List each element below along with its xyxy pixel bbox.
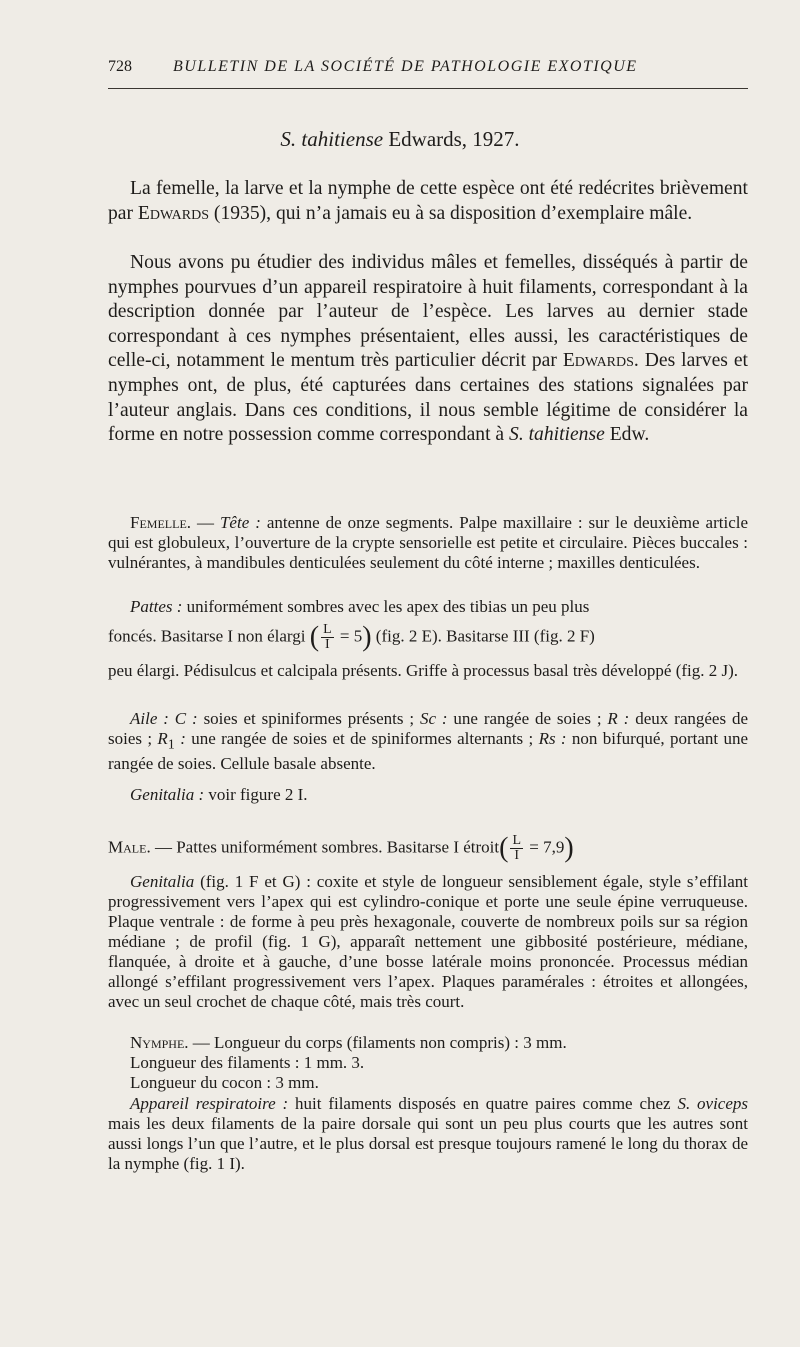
- female-genitalia-text: voir figure 2 I.: [204, 785, 308, 804]
- r1-label: R: [157, 729, 168, 748]
- intro-p2-text-b: . Des larves et nymphes ont, de plus, été capturées dans certaines des stations signalées par l’auteur anglais. Dans ces conditions, il nous semble légitime de considérer la forme en notre possession comme correspondant à: [108, 350, 748, 446]
- running-head: [108, 58, 748, 84]
- intro-p1-text-b: (1935), qui n’a jamais eu à sa disposition d’exemplaire mâle.: [209, 202, 693, 224]
- nymph-line1-text: — Longueur du corps (filaments non compris) : 3 mm.: [188, 1033, 567, 1052]
- nymph-line-2: Longueur des filaments : 1 mm. 3.: [130, 1053, 365, 1072]
- aile-label: Aile : C :: [130, 709, 198, 728]
- male-open-paren: (: [499, 832, 509, 864]
- species-heading: [0, 127, 800, 152]
- male-ratio-value: = 7,9: [529, 837, 565, 857]
- female-dash: —: [191, 513, 220, 532]
- aile-text-b: une rangée de soies ;: [447, 709, 608, 728]
- rs-label: Rs :: [538, 729, 567, 748]
- nymph-line-1: [108, 1033, 748, 1053]
- species-author-year: Edwards, 1927.: [388, 127, 520, 151]
- header-rule: [108, 88, 748, 89]
- species-name: S. tahitiense: [280, 127, 384, 151]
- r1-subscript: 1: [167, 736, 175, 753]
- male-fraction-numerator: L: [512, 833, 522, 848]
- aile-text-e: non bifurqué, portant une rangée de soies. Cellule basale absente.: [108, 729, 748, 774]
- female-tete-label: Tête :: [219, 513, 261, 532]
- female-pattes-rest: peu élargi. Pédisulcus et calcipala présents. Griffe à processus basal très développé (fig. 2 J).: [108, 661, 739, 680]
- running-title: BULLETIN DE LA SOCIÉTÉ DE PATHOLOGIE EXOTIQUE: [173, 58, 638, 75]
- male-fraction-denominator: I: [514, 848, 520, 863]
- nymph-label: Nymphe.: [130, 1033, 189, 1052]
- male-line-1: [108, 834, 748, 863]
- open-paren: (: [309, 621, 320, 653]
- intro-p2-text-a: Nous avons pu étudier des individus mâles et femelles, disséqués à partir de nymphes pourvues d’un appareil respiratoire à huit filaments, correspondant à la description donnée par l’auteur de l’espèce. Les larves au dernier stade correspondant à ces nymphes présentaient, elles aussi, les caractéristiques de celle-ci, notamment le mentum très particulier décrit par: [108, 252, 748, 372]
- appareil-species: S. oviceps: [677, 1094, 749, 1113]
- female-pattes-line2-text-a: foncés. Basitarse I non élargi: [108, 626, 306, 646]
- female-pattes-line1-text: uniformément sombres avec les apex des tibias un peu plus: [182, 597, 590, 616]
- nymph-appareil-paragraph: [108, 1094, 748, 1174]
- appareil-label: Appareil respiratoire :: [130, 1094, 289, 1113]
- nymph-line-3: Longueur du cocon : 3 mm.: [130, 1073, 319, 1092]
- intro-p1-text-a: La femelle, la larve et la nymphe de cette espèce ont été redécrites brièvement par: [108, 178, 748, 224]
- appareil-text-b: mais les deux filaments de la paire dorsale qui sont un peu plus courts que les autres sont aussi longs l’un que l’autre, et le plus dorsal est presque toujours ramené le long du thorax de la nymphe (fig. 1 I).: [108, 1114, 748, 1173]
- r1-colon: :: [174, 729, 186, 748]
- fraction-denominator: I: [325, 637, 330, 652]
- intro-paragraph-1: [108, 177, 748, 226]
- aile-text-d: une rangée de soies et de spiniformes alternants ;: [185, 729, 539, 748]
- female-tete-paragraph: [108, 513, 748, 573]
- female-pattes-line-1: [108, 597, 748, 617]
- r-label: R :: [607, 709, 630, 728]
- intro-paragraph-2: [108, 251, 748, 448]
- fraction-numerator: L: [323, 622, 332, 637]
- intro-p2-text-c: Edw.: [604, 424, 650, 446]
- intro-p2-author: Edwards: [562, 350, 634, 372]
- ratio-value: = 5: [339, 626, 363, 646]
- male-close-paren: ): [564, 832, 574, 864]
- ratio-fraction: [321, 623, 334, 652]
- intro-p2-species: S. tahitiense: [509, 424, 605, 446]
- male-ratio-fraction: [510, 834, 523, 863]
- male-genitalia-label: Genitalia: [130, 872, 195, 891]
- male-genitalia-text: (fig. 1 F et G) : coxite et style de longueur sensiblement égale, style s’effilant progressivement vers l’apex qui est cylindro-conique et porte une seule épine verruqueuse. Plaque ventrale : de forme à peu près hexagonale, couverte de nombreux poils sur sa région médiane ; de profil (fig. 1 G), apparaît nettement une gibbosité postérieure, médiane, flanquée, à droite et à gauche, d’une bosse latérale moins prononcée. Processus médian allongé s’effilant progressivement vers l’apex. Plaques paramérales : étroites et allongées, avec un seul crochet de chaque côté, mais très court.: [108, 872, 748, 1011]
- intro-p1-author: Edwards: [137, 202, 210, 224]
- female-genitalia-line: [108, 785, 748, 805]
- appareil-text-a: huit filaments disposés en quatre paires comme chez: [288, 1094, 678, 1113]
- female-genitalia-label: Genitalia :: [130, 785, 205, 804]
- close-paren: ): [362, 621, 372, 653]
- male-genitalia-paragraph: [108, 872, 748, 1012]
- female-tete-text: antenne de onze segments. Palpe maxillaire : sur le deuxième article qui est globuleux, l’ouverture de la crypte sensorielle est petite et circulaire. Pièces buccales : vulnérantes, à mandibules denticulées seulement du côté interne ; maxilles denticulées.: [108, 513, 749, 572]
- female-label: Femelle.: [130, 513, 192, 532]
- male-label: Male.: [108, 837, 151, 857]
- sc-label: Sc :: [419, 709, 448, 728]
- male-line1-text: — Pattes uniformément sombres. Basitarse I étroit: [150, 837, 500, 857]
- aile-text-a: soies et spiniformes présents ;: [197, 709, 420, 728]
- female-pattes-line2-text-b: (fig. 2 E). Basitarse III (fig. 2 F): [375, 626, 595, 646]
- page-number: 728: [108, 58, 132, 75]
- female-aile-paragraph: [108, 709, 748, 774]
- female-pattes-label: Pattes :: [130, 597, 183, 616]
- aile-text-c: deux rangées de soies ;: [108, 709, 748, 748]
- female-pattes-line-2: [108, 623, 748, 652]
